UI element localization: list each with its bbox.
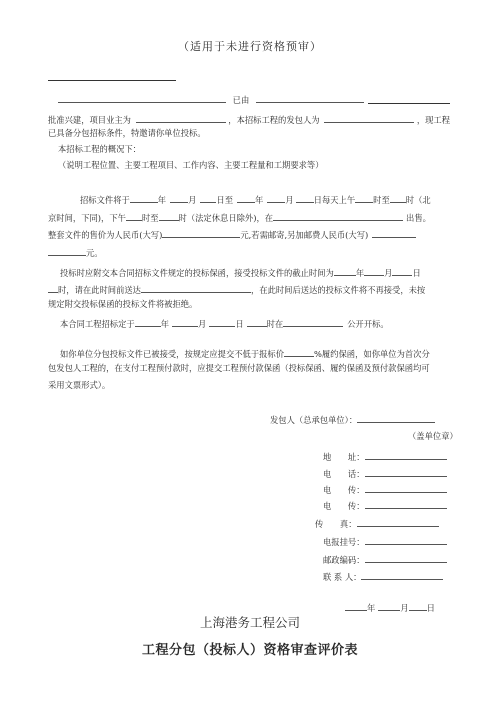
sale-line-1: 招标文件将于 年 月 日至 年 月 日每天上午 时至 时（北 xyxy=(80,195,431,205)
addressee-line xyxy=(48,80,176,81)
owner-blank xyxy=(136,113,226,123)
approver-blank xyxy=(256,93,364,103)
intro-line-2: 批准兴建，项目业主为 ，本招标工程的发包人为 ，现工程 xyxy=(48,115,451,125)
seal-note: （盖单位章） xyxy=(408,431,458,441)
phone-row: 电 话： xyxy=(323,467,447,480)
sale-line-3: 整套文件的售价为人民币(大写) 元,若需邮寄,另加邮费人民币(大写) xyxy=(48,228,416,241)
approver-right-line xyxy=(368,103,450,104)
employer-blank xyxy=(324,113,414,123)
date-row: 年 月 日 xyxy=(345,601,435,614)
sale-line-2: 京时间，下同)，下午 时至 时（法定休息日除外)，在 出售。 xyxy=(48,213,431,223)
telex-row: 电 传： xyxy=(323,499,447,512)
document-subtitle: （适用于未进行资格预审） xyxy=(178,40,322,53)
bond-line-1: 投标时应附交本合同招标文件规定的投标保函，接受投标文件的截止时间为 年 月 日 xyxy=(60,268,421,278)
guarantee-line-2: 包发包人工程的，在支付工程预付款时，应提交工程预付款保函（投标保函、履约保函及预付款保函均可 xyxy=(48,363,430,373)
postcode-row: 邮政编码： xyxy=(323,553,447,566)
form-title: 工程分包（投标人）资格审查评价表 xyxy=(141,643,358,658)
sale-line-4: 元。 xyxy=(48,246,103,259)
guarantee-line-1: 如你单位分包投标文件已被接受，按规定应提交不低于报标价 %履约保函，如你单位为首次分 xyxy=(60,349,430,359)
telegram-row: 电 传： xyxy=(323,483,447,496)
opening-line: 本合同工程招标定于 年 月 日 时在 公开开标。 xyxy=(60,319,389,329)
employer-label: 发包人（总承包单位）： xyxy=(270,413,435,426)
intro-line-1: 已由 xyxy=(58,93,364,106)
overview-note: （说明工程位置、主要工程项目、工作内容、主要工程量和工期要求等） xyxy=(58,160,324,170)
company-name: 上海港务工程公司 xyxy=(199,615,300,630)
project-name-blank xyxy=(58,93,226,103)
contact-row: 联 系 人： xyxy=(323,570,443,583)
guarantee-line-3: 采用文票形式）。 xyxy=(48,380,111,390)
bond-line-2: 时，请在此时间前送达 ，在此时间后送达的投标文件将不再接受，未按 xyxy=(48,283,425,296)
fax-row: 传 真： xyxy=(315,517,439,530)
cable-row: 电报挂号： xyxy=(323,535,447,548)
intro-line-3: 已具备分包招标条件，特邀请你单位投标。 xyxy=(48,128,206,138)
bond-line-3: 规定附交投标保函的投标文件将被拒绝。 xyxy=(48,299,198,309)
address-row: 地 址： xyxy=(323,450,447,463)
overview-label: 本招标工程的概况下： xyxy=(58,144,141,154)
